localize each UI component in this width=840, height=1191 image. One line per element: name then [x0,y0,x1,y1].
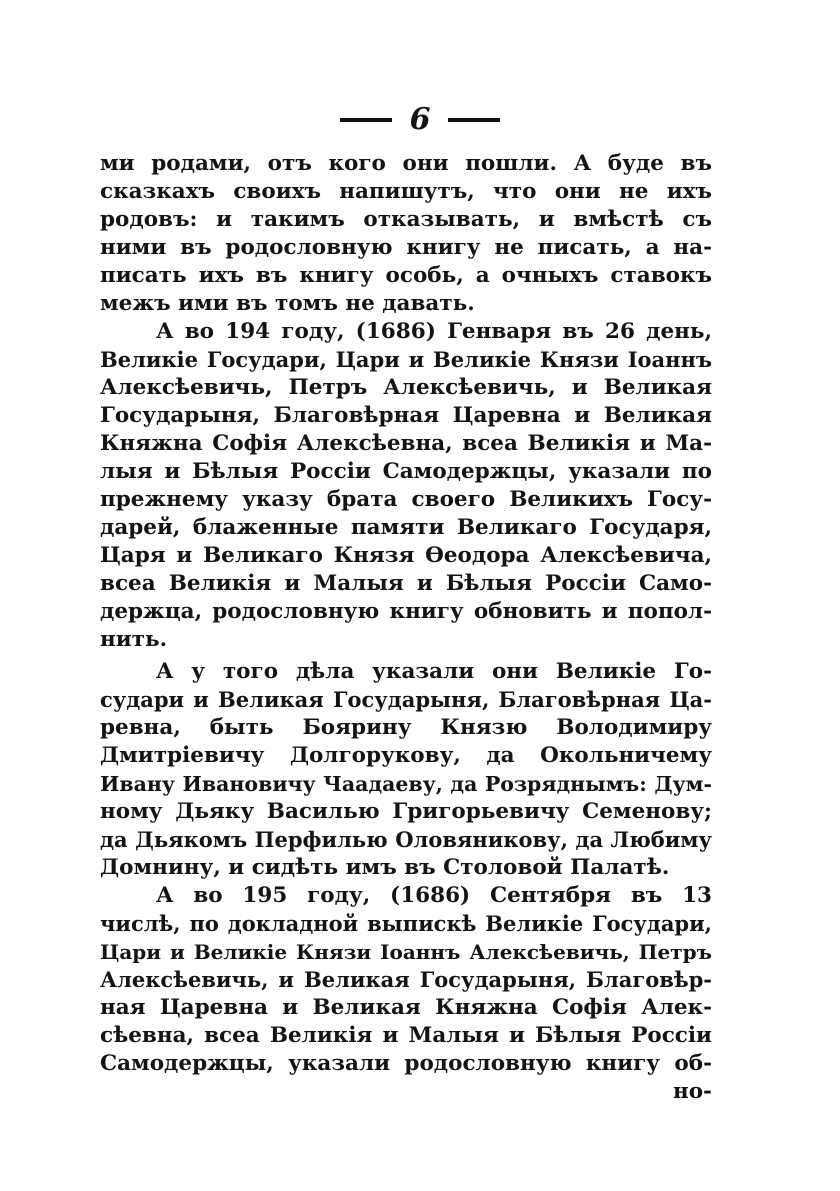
text-line: Цари и Великіе Князи Іоаннъ Алексѣевичь, Петръ [100,940,712,964]
paragraph-1 [100,150,712,318]
text-line: Ивану Ивановичу Чаадаеву, да Розряднымъ: Дум- [100,772,712,796]
text-line: ними въ родословную книгу не писать, а на- [100,235,712,260]
text-line: сказкахъ своихъ напишутъ, что они не ихъ [100,179,712,204]
text-line: Домнину, и сидѣть имъ въ Столовой Палатѣ. [100,855,670,880]
text-line: сѣевна, всеа Великія и Малыя и Бѣлыя Россіи [100,1023,712,1048]
text-line: писать ихъ въ книгу особь, а очныхъ ставокъ [100,263,712,288]
left-dash-rule [340,118,392,122]
text-line: числѣ, по докладной выпискѣ Великіе Государи, [100,911,712,936]
text-line: А у того дѣла указали они Великіе Го- [156,659,712,684]
text-line: ми родами, отъ кого они пошли. А буде въ [100,151,712,176]
page-header [0,100,840,140]
text-line: всеа Великія и Малыя и Бѣлыя Россіи Само- [100,571,712,596]
text-line: родовъ: и такимъ отказывать, и вмѣстѣ съ [100,207,712,232]
text-line: межъ ими въ томъ не давать. [100,291,475,316]
catchword: но- [672,1079,712,1104]
text-line: Царя и Великаго Князя Өеодора Алексѣевича, [100,543,712,568]
text-line: А во 194 году, (1686) Генваря въ 26 день, [156,319,712,344]
text-line: А во 195 году, (1686) Сентября въ 13 [156,883,712,908]
text-line: держца, родословную книгу обновить и попол- [100,599,712,624]
text-line: Великіе Государи, Цари и Великіе Князи Іоаннъ [100,347,712,372]
text-line: Алексѣевичь, и Великая Государыня, Благовѣр- [100,967,712,992]
text-line: нить. [100,627,168,652]
text-line: Дмитріевичу Долгорукову, да Окольничему [100,743,712,768]
text-line: ному Дьяку Василью Григорьевичу Семенову; [100,799,712,824]
text-line: ревна, быть Боярину Князю Володимиру [100,715,712,740]
body-text [100,150,712,1106]
paragraph-3 [100,658,712,882]
text-line: Государыня, Благовѣрная Царевна и Великая [100,403,712,428]
text-line: да Дьякомъ Перфилью Оловяникову, да Любиму [100,827,712,852]
text-line: прежнему указу брата своего Великихъ Госу- [100,487,712,512]
text-line: лыя и Бѣлыя Россіи Самодержцы, указали по [100,459,712,484]
text-line: Княжна Софія Алексѣевна, всеа Великія и Ма- [100,431,712,456]
text-line: ная Царевна и Великая Княжна Софія Алек- [100,995,712,1020]
page-number: 6 [409,102,431,137]
right-dash-rule [448,118,500,122]
text-line: дарей, блаженные памяти Великаго Государя, [100,515,712,540]
text-line: судари и Великая Государыня, Благовѣрная Ца- [100,687,712,712]
paragraph-4 [100,882,712,1078]
text-line: Алексѣевичь, Петръ Алексѣевичь, и Великая [100,375,712,400]
text-line: Самодержцы, указали родословную книгу об- [100,1051,712,1076]
paragraph-2 [100,318,712,654]
